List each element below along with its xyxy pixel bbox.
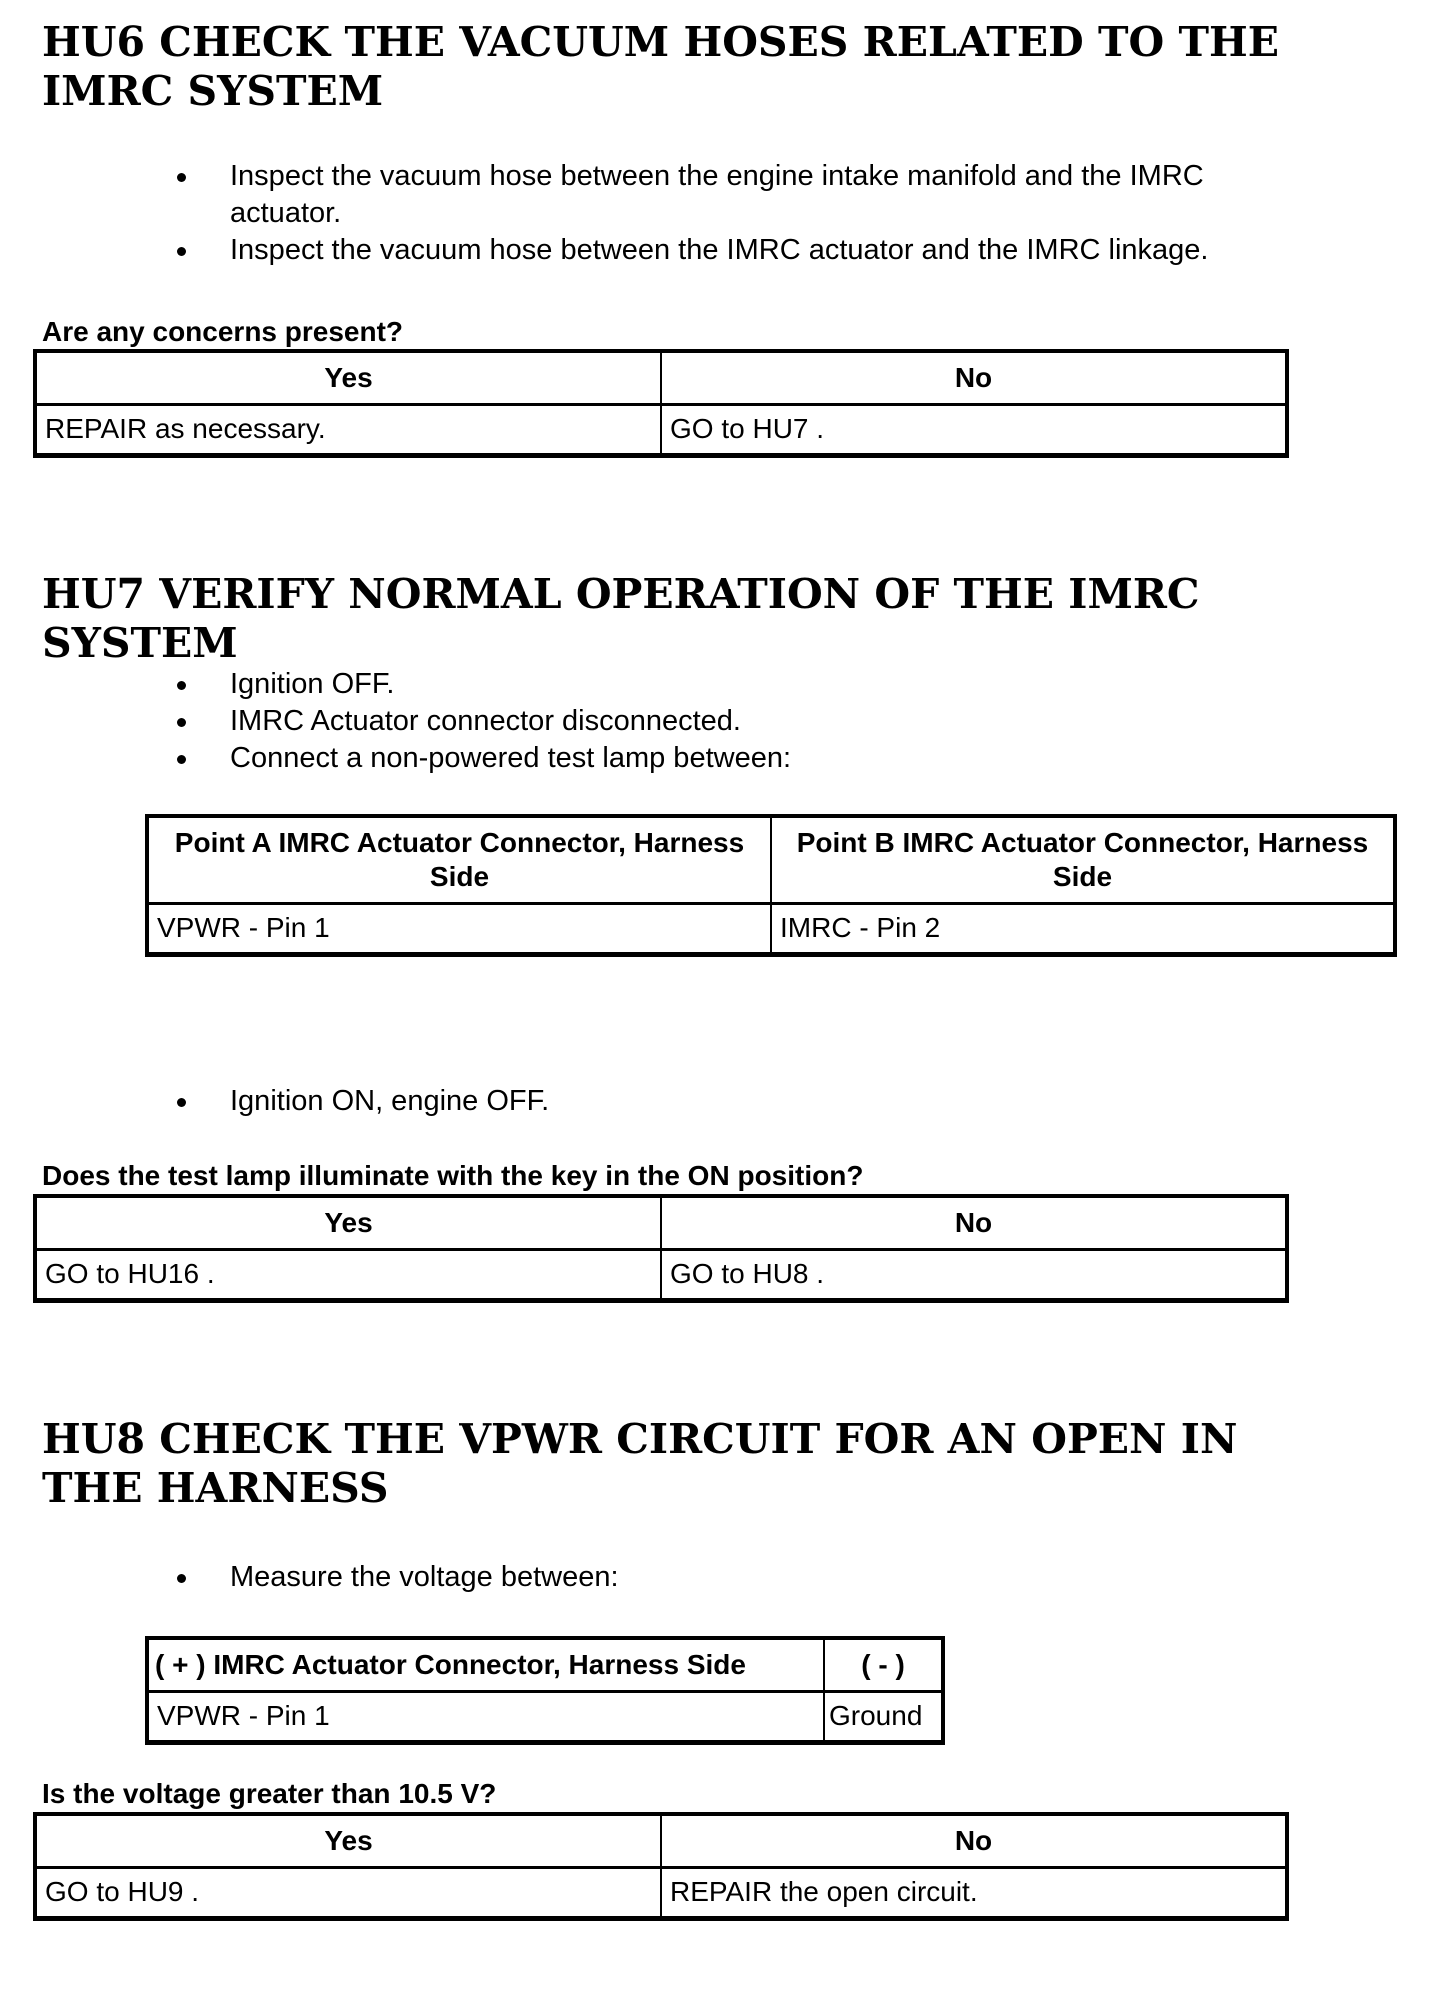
point-b-header: Point B IMRC Actuator Connector, Harness Side xyxy=(771,817,1394,903)
hu8-answer-table xyxy=(35,1814,1287,1919)
hu8-measure-table xyxy=(147,1638,943,1743)
hu7-answer-table xyxy=(35,1196,1287,1301)
hu6-answer-table xyxy=(35,351,1287,456)
point-a-cell: VPWR - Pin 1 xyxy=(148,903,771,953)
list-item: IMRC Actuator connector disconnected. xyxy=(170,703,1300,740)
hu6-bullet-list xyxy=(170,158,1300,269)
hu7-bullet-list xyxy=(170,666,1300,777)
positive-cell: VPWR - Pin 1 xyxy=(148,1691,824,1741)
hu7-bullet-list-2 xyxy=(170,1083,1300,1120)
no-cell: REPAIR the open circuit. xyxy=(661,1867,1286,1917)
yes-cell: GO to HU16 . xyxy=(36,1249,661,1299)
yes-header: Yes xyxy=(36,1197,661,1249)
no-header: No xyxy=(661,1815,1286,1867)
list-item: Measure the voltage between: xyxy=(170,1559,1300,1596)
no-cell: GO to HU8 . xyxy=(661,1249,1286,1299)
list-item: Inspect the vacuum hose between the engine intake manifold and the IMRC actuator. xyxy=(170,158,1300,232)
no-cell: GO to HU7 . xyxy=(661,404,1286,454)
no-header: No xyxy=(661,1197,1286,1249)
point-b-cell: IMRC - Pin 2 xyxy=(771,903,1394,953)
positive-header: ( + ) IMRC Actuator Connector, Harness Side xyxy=(148,1639,824,1691)
list-item: Connect a non-powered test lamp between: xyxy=(170,740,1300,777)
point-a-header: Point A IMRC Actuator Connector, Harness Side xyxy=(148,817,771,903)
no-header: No xyxy=(661,352,1286,404)
yes-header: Yes xyxy=(36,1815,661,1867)
list-item: Inspect the vacuum hose between the IMRC actuator and the IMRC linkage. xyxy=(170,232,1300,269)
yes-header: Yes xyxy=(36,352,661,404)
hu7-question: Does the test lamp illuminate with the key in the ON position? xyxy=(42,1160,864,1191)
list-item: Ignition OFF. xyxy=(170,666,1300,703)
hu6-question: Are any concerns present? xyxy=(42,316,404,347)
hu7-points-table xyxy=(147,816,1395,955)
hu8-bullet-list xyxy=(170,1559,1300,1596)
yes-cell: REPAIR as necessary. xyxy=(36,404,661,454)
hu8-heading: HU8 CHECK THE VPWR CIRCUIT FOR AN OPEN IN THE HARNESS xyxy=(42,1415,1238,1512)
hu6-heading: HU6 CHECK THE VACUUM HOSES RELATED TO THE IMRC SYSTEM xyxy=(42,18,1279,115)
list-item: Ignition ON, engine OFF. xyxy=(170,1083,1300,1120)
hu7-heading: HU7 VERIFY NORMAL OPERATION OF THE IMRC SYSTEM xyxy=(42,570,1200,667)
negative-cell: Ground xyxy=(824,1691,942,1741)
yes-cell: GO to HU9 . xyxy=(36,1867,661,1917)
negative-header: ( - ) xyxy=(824,1639,942,1691)
hu8-question: Is the voltage greater than 10.5 V? xyxy=(42,1778,497,1809)
